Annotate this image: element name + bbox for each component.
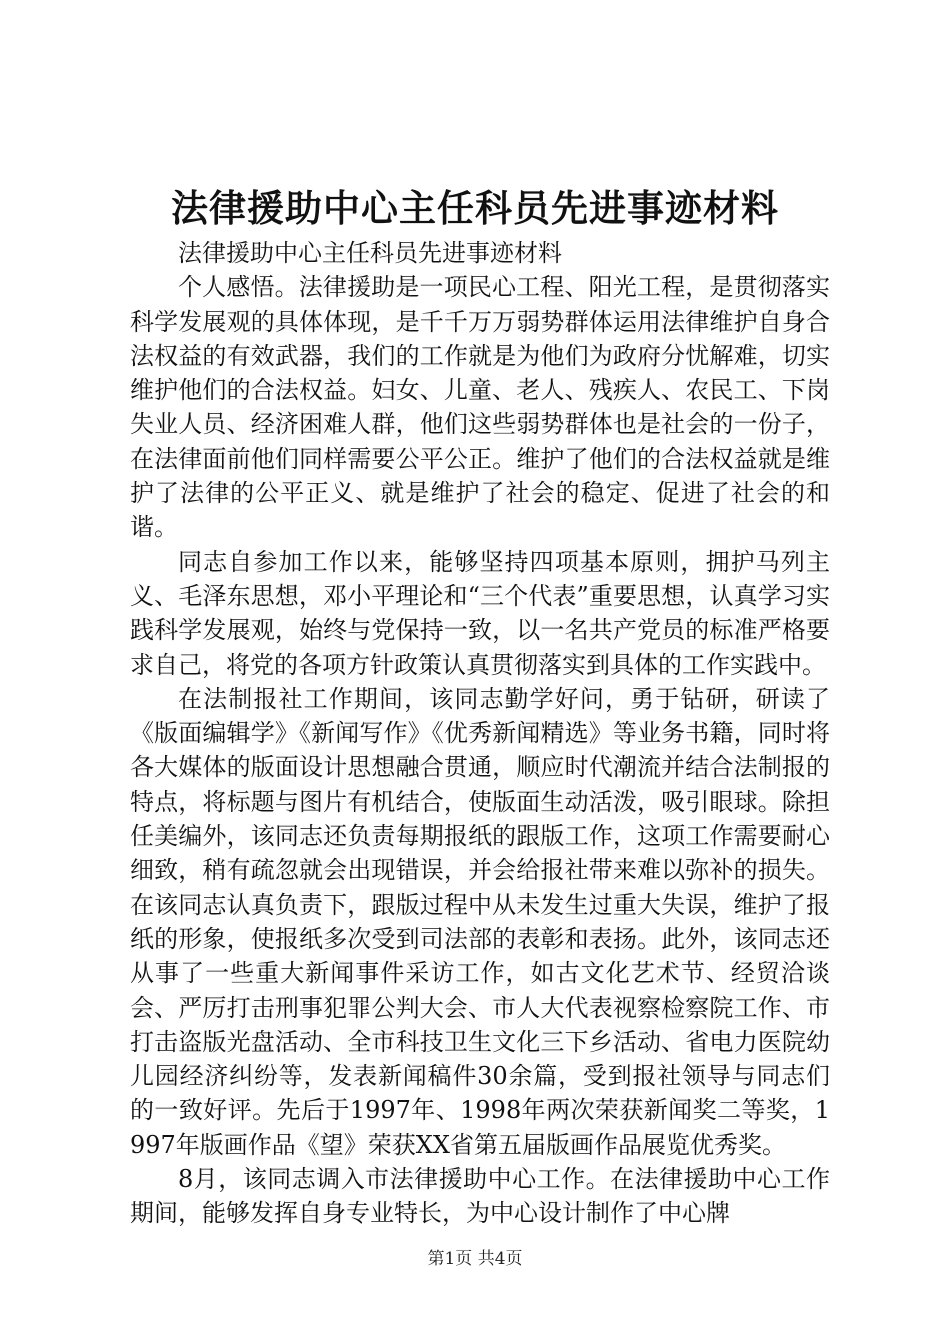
paragraph-subtitle: 法律援助中心主任科员先进事迹材料 — [178, 239, 562, 267]
paragraph-legal-aid-transfer: 8月，该同志调入市法律援助中心工作。在法律援助中心工作期间，能够发挥自身专业特长，为中心设计制作了中心牌 — [130, 1165, 830, 1228]
document-body — [130, 236, 830, 1231]
paragraph-political-stance: 同志自参加工作以来，能够坚持四项基本原则，拥护马列主义、毛泽东思想，邓小平理论和“三个代表”重要思想，认真学习实践科学发展观，始终与党保持一致，以一名共产党员的标准严格要求自己，将党的各项方针政策认真贯彻落实到具体的工作实践中。 — [130, 547, 830, 679]
document-title: 法律援助中心主任科员先进事迹材料 — [171, 186, 779, 230]
paragraph-personal-insight: 个人感悟。法律援助是一项民心工程、阳光工程，是贯彻落实科学发展观的具体体现，是千千万万弱势群体运用法律维护自身合法权益的有效武器，我们的工作就是为他们为政府分忧解难，切实维护他们的合法权益。妇女、儿童、老人、残疾人、农民工、下岗失业人员、经济困难人群，他们这些弱势群体也是社会的一份子，在法律面前他们同样需要公平公正。维护了他们的合法权益就是维护了法律的公平正义、就是维护了社会的稳定、促进了社会的和谐。 — [130, 273, 830, 542]
page-number-footer: 第1页 共4页 — [427, 1249, 523, 1269]
paragraph-newspaper-work: 在法制报社工作期间，该同志勤学好问，勇于钻研，研读了《版面编辑学》《新闻写作》《优秀新闻精选》等业务书籍，同时将各大媒体的版面设计思想融合贯通，顺应时代潮流并结合法制报的特点，将标题与图片有机结合，使版面生动活泼，吸引眼球。除担任美编外，该同志还负责每期报纸的跟版工作，这项工作需要耐心细致，稍有疏忽就会出现错误，并会给报社带来难以弥补的损失。在该同志认真负责下，跟版过程中从未发生过重大失误，维护了报纸的形象，使报纸多次受到司法部的表彰和表扬。此外，该同志还从事了一些重大新闻事件采访工作，如古文化艺术节、经贸洽谈会、严厉打击刑事犯罪公判大会、市人大代表视察检察院工作、市打击盗版光盘活动、全市科技卫生文化三下乡活动、省电力医院幼儿园经济纠纷等，发表新闻稿件30余篇，受到报社领导与同志们的一致好评。先后于1997年、1998年两次荣获新闻奖二等奖，1997年版画作品《望》荣获XX省第五届版画作品展览优秀奖。 — [130, 684, 830, 1159]
